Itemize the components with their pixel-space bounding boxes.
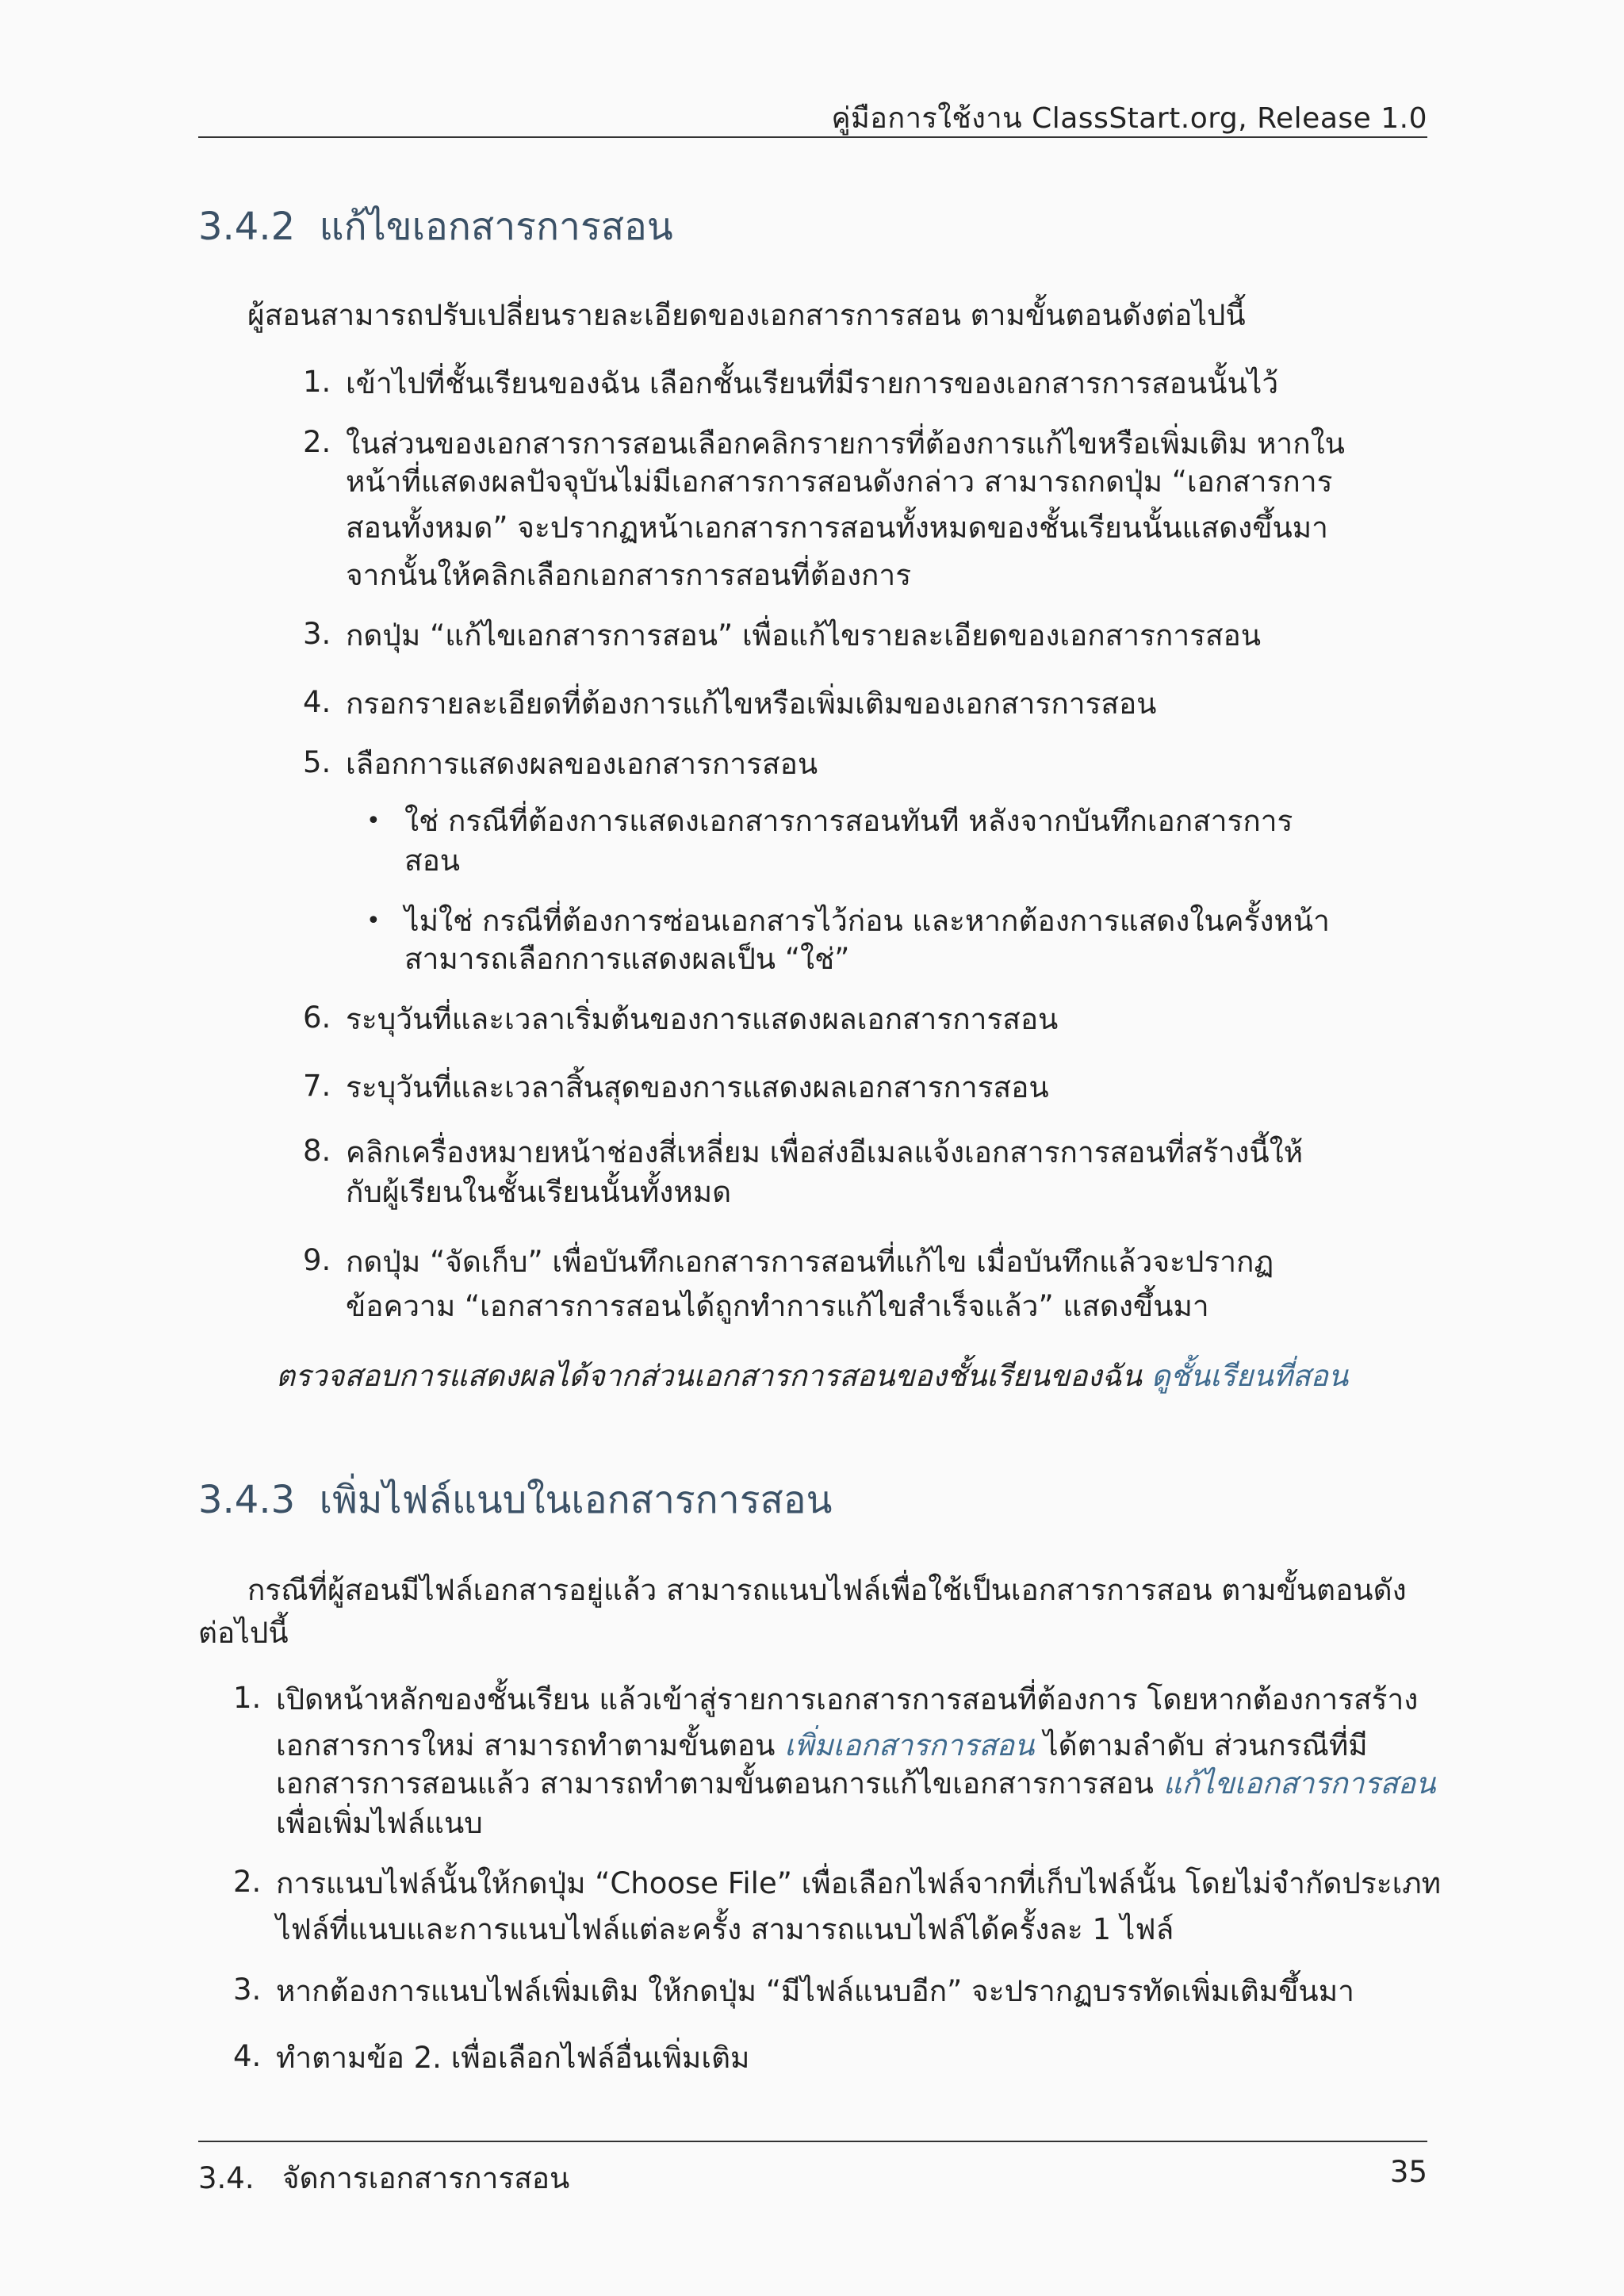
step-text: เข้าไปที่ชั้นเรียนของฉัน เลือกชั้นเรียนที่มีรายการของเอกสารการสอนนั้นไว้: [346, 366, 1279, 400]
step-number: 2.: [303, 425, 331, 459]
step-number: 9.: [303, 1243, 331, 1277]
footer-section-title: จัดการเอกสารการสอน: [282, 2161, 570, 2195]
step-number: 2.: [233, 1865, 262, 1899]
note-text: [276, 1357, 1348, 1395]
sub-bullet-text: สามารถเลือกการแสดงผลเป็น “ใช่”: [404, 942, 850, 976]
step-number: 3.: [233, 1973, 262, 2007]
sub-bullet-text: ไม่ใช่ กรณีที่ต้องการซ่อนเอกสารไว้ก่อน และหากต้องการแสดงในครั้งหน้า: [404, 904, 1330, 938]
step-text: ระบุวันที่และเวลาสิ้นสุดของการแสดงผลเอกสารการสอน: [346, 1070, 1049, 1104]
step-text-part: เอกสารการสอนแล้ว สามารถทำตามขั้นตอนการแก้ไขเอกสารการสอน: [276, 1766, 1163, 1800]
section-number: 3.4.3: [198, 1478, 296, 1522]
step-number: 1.: [233, 1681, 262, 1715]
step-text: จากนั้นให้คลิกเลือกเอกสารการสอนที่ต้องการ: [346, 558, 912, 592]
step-text: หน้าที่แสดงผลปัจจุบันไม่มีเอกสารการสอนดังกล่าว สามารถกดปุ่ม “เอกสารการ: [346, 465, 1333, 499]
section-heading-3-4-2: [198, 197, 673, 257]
step-number: 1.: [303, 365, 331, 399]
step-text: ข้อความ “เอกสารการสอนได้ถูกทำการแก้ไขสำเร็จแล้ว” แสดงขึ้นมา: [346, 1289, 1209, 1323]
step-text: สอนทั้งหมด” จะปรากฏหน้าเอกสารการสอนทั้งหมดของชั้นเรียนนั้นแสดงขึ้นมา: [346, 511, 1328, 545]
step-number: 5.: [303, 745, 331, 779]
step-text: ทำตามข้อ 2. เพื่อเลือกไฟล์อื่นเพิ่มเติม: [276, 2041, 750, 2075]
header-rule: [198, 136, 1427, 138]
footer-section: [198, 2155, 569, 2202]
edit-teaching-document-link[interactable]: แก้ไขเอกสารการสอน: [1162, 1766, 1436, 1800]
add-teaching-document-link[interactable]: เพิ่มเอกสารการสอน: [784, 1728, 1035, 1762]
step-text-part: ได้ตามลำดับ ส่วนกรณีที่มี: [1034, 1728, 1368, 1762]
step-text: กดปุ่ม “จัดเก็บ” เพื่อบันทึกเอกสารการสอนที่แก้ไข เมื่อบันทึกแล้วจะปรากฏ: [346, 1245, 1274, 1279]
step-number: 7.: [303, 1069, 331, 1103]
step-number: 4.: [233, 2039, 262, 2073]
section-heading-3-4-3: [198, 1470, 832, 1530]
step-text: ไฟล์ที่แนบและการแนบไฟล์แต่ละครั้ง สามารถแนบไฟล์ได้ครั้งละ 1 ไฟล์: [276, 1912, 1174, 1946]
note-body: ตรวจสอบการแสดงผลได้จากส่วนเอกสารการสอนของชั้นเรียนของฉัน: [276, 1359, 1142, 1393]
step-text: [276, 1727, 1368, 1765]
step-text-part: เอกสารการใหม่ สามารถทำตามขั้นตอน: [276, 1728, 785, 1762]
section-intro: ผู้สอนสามารถปรับเปลี่ยนรายละเอียดของเอกสารการสอน ตามขั้นตอนดังต่อไปนี้: [247, 298, 1246, 332]
footer-section-number: 3.4.: [198, 2161, 255, 2195]
step-text: กดปุ่ม “แก้ไขเอกสารการสอน” เพื่อแก้ไขรายละเอียดของเอกสารการสอน: [346, 618, 1262, 652]
section-title: แก้ไขเอกสารการสอน: [319, 205, 673, 249]
page-number: 35: [1389, 2155, 1427, 2189]
step-text: หากต้องการแนบไฟล์เพิ่มเติม ให้กดปุ่ม “มีไฟล์แนบอีก” จะปรากฏบรรทัดเพิ่มเติมขึ้นมา: [276, 1974, 1354, 2008]
view-teaching-classes-link[interactable]: ดูชั้นเรียนที่สอน: [1151, 1359, 1349, 1393]
footer-rule: [198, 2141, 1427, 2142]
section-number: 3.4.2: [198, 205, 296, 249]
step-text: ระบุวันที่และเวลาเริ่มต้นของการแสดงผลเอกสารการสอน: [346, 1002, 1059, 1036]
step-text: การแนบไฟล์นั้นให้กดปุ่ม “Choose File” เพื่อเลือกไฟล์จากที่เก็บไฟล์นั้น โดยไม่จำกัดประเภท: [276, 1866, 1442, 1900]
step-number: 6.: [303, 1001, 331, 1035]
step-text: ในส่วนของเอกสารการสอนเลือกคลิกรายการที่ต้องการแก้ไขหรือเพิ่มเติม หากใน: [346, 427, 1345, 461]
step-number: 3.: [303, 617, 331, 651]
section-intro: ต่อไปนี้: [198, 1616, 289, 1650]
bullet-icon: •: [366, 907, 381, 935]
sub-bullet-text: สอน: [404, 844, 461, 878]
step-text: คลิกเครื่องหมายหน้าช่องสี่เหลี่ยม เพื่อส่งอีเมลแจ้งเอกสารการสอนที่สร้างนี้ให้: [346, 1135, 1304, 1169]
step-text: กับผู้เรียนในชั้นเรียนนั้นทั้งหมด: [346, 1175, 732, 1209]
step-text: เปิดหน้าหลักของชั้นเรียน แล้วเข้าสู่รายการเอกสารการสอนที่ต้องการ โดยหากต้องการสร้าง: [276, 1682, 1419, 1716]
section-title: เพิ่มไฟล์แนบในเอกสารการสอน: [319, 1478, 833, 1522]
step-number: 8.: [303, 1134, 331, 1168]
running-header: คู่มือการใช้งาน ClassStart.org, Release 1.0: [831, 102, 1427, 135]
step-text: กรอกรายละเอียดที่ต้องการแก้ไขหรือเพิ่มเติมของเอกสารการสอน: [346, 687, 1157, 721]
step-text: เลือกการแสดงผลของเอกสารการสอน: [346, 747, 818, 781]
step-text: [276, 1765, 1435, 1803]
sub-bullet-text: ใช่ กรณีที่ต้องการแสดงเอกสารการสอนทันที หลังจากบันทึกเอกสารการ: [404, 804, 1293, 838]
bullet-icon: •: [366, 807, 381, 835]
section-intro: กรณีที่ผู้สอนมีไฟล์เอกสารอยู่แล้ว สามารถแนบไฟล์เพื่อใช้เป็นเอกสารการสอน ตามขั้นตอนดัง: [247, 1573, 1407, 1607]
step-number: 4.: [303, 685, 331, 719]
step-text: เพื่อเพิ่มไฟล์แนบ: [276, 1806, 483, 1840]
